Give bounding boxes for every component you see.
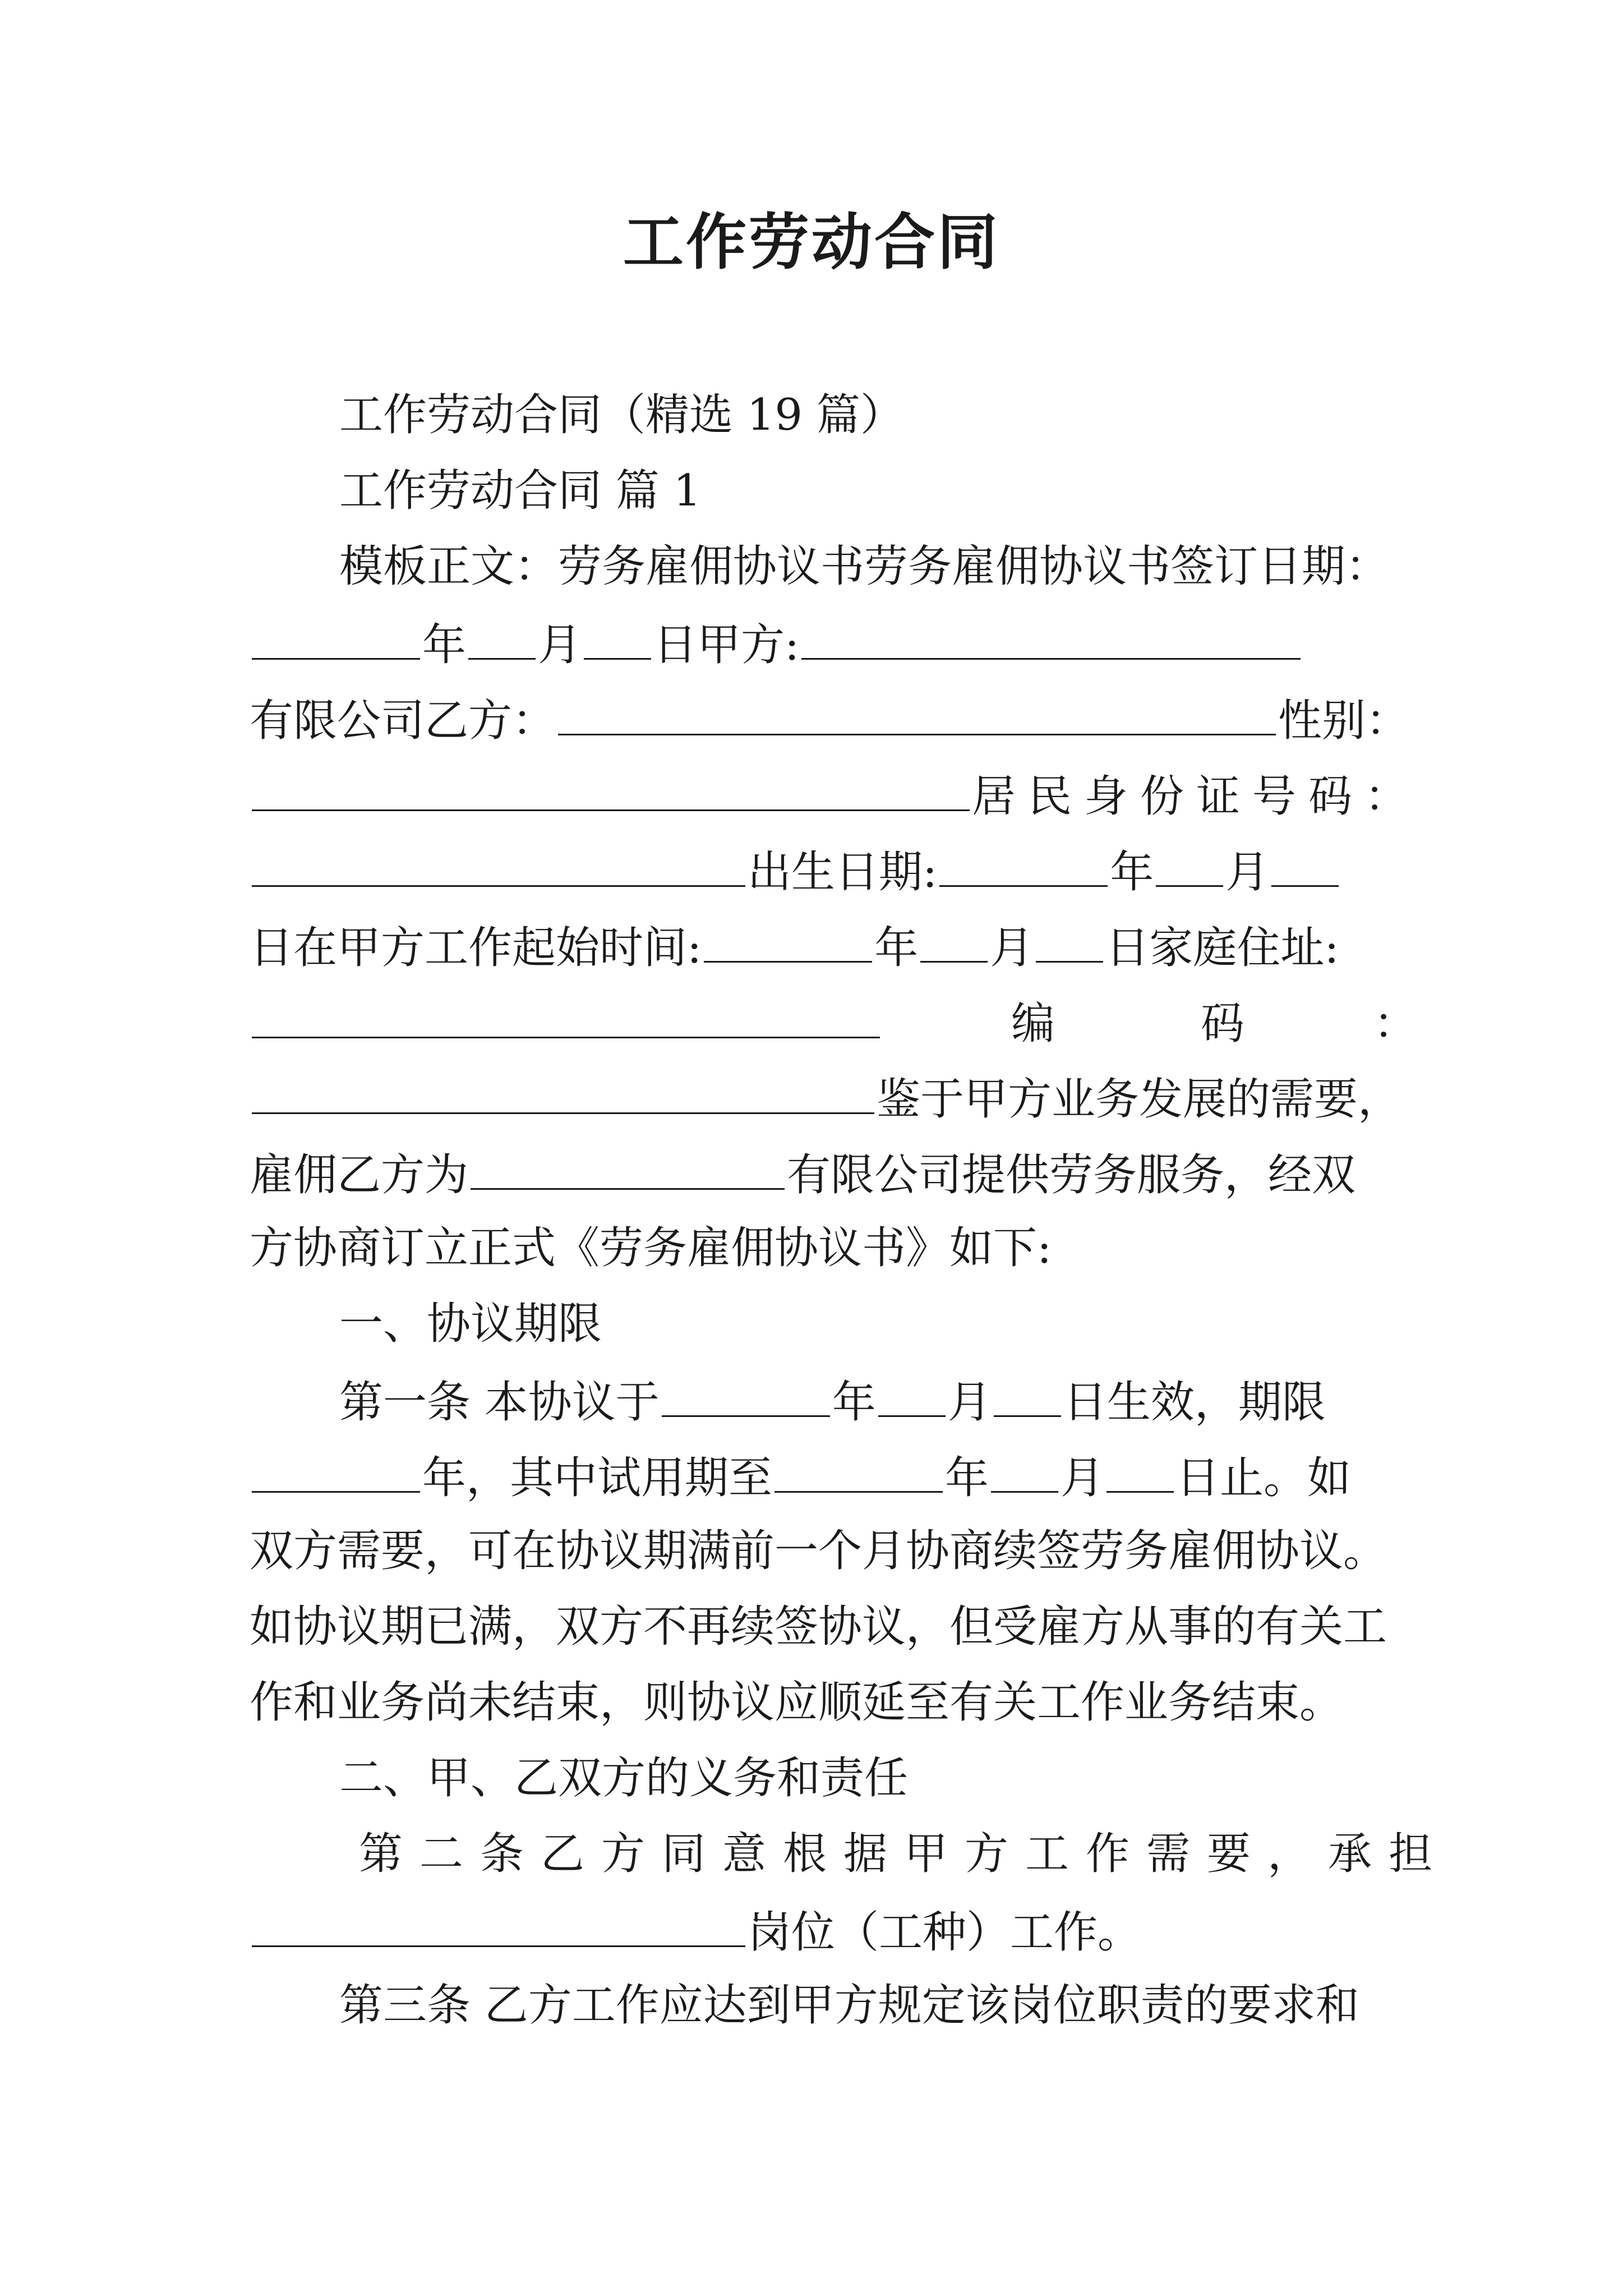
fill-blank [920, 917, 988, 963]
text-segment: 年 [832, 1377, 876, 1428]
text-segment: 居民身份证号码： [972, 771, 1421, 822]
paragraph-line: 方协商订立正式《劳务雇佣协议书》如下: [250, 1223, 1052, 1273]
fill-blank [1271, 841, 1339, 887]
section-heading: 一、协议期限 [339, 1299, 602, 1349]
text-segment: 有限公司提供劳务服务，经双 [787, 1150, 1356, 1200]
fill-blank [704, 917, 872, 963]
paragraph-line [250, 1447, 1399, 1503]
text-segment: 雇佣乙方为 [250, 1150, 469, 1200]
text-segment: 年 [422, 620, 467, 670]
text-segment: 年 [945, 1453, 989, 1503]
text-segment: 年，其中试用期至 [422, 1453, 773, 1503]
text-segment: 年 [874, 923, 919, 973]
text-segment: 月 [990, 923, 1034, 973]
fill-blank [252, 1902, 745, 1947]
text-segment: 鉴于甲方业务发展的需要， [877, 1074, 1402, 1125]
fill-blank [252, 993, 880, 1038]
text-segment: 第二条 [359, 1829, 541, 1879]
fill-blank [584, 614, 651, 660]
paragraph-line [250, 1069, 1402, 1125]
text-segment: 日家庭住址: [1105, 923, 1339, 973]
paragraph-line [359, 1826, 1450, 1882]
fill-blank [252, 1447, 420, 1493]
paragraph-line [250, 993, 1418, 1049]
fill-blank [252, 766, 970, 811]
text-segment: 有限公司乙方： [250, 696, 556, 746]
text-segment: 月 [1061, 1453, 1105, 1503]
fill-blank [1156, 841, 1223, 887]
paragraph-line [250, 841, 1399, 898]
paragraph-line: 第三条 乙方工作应达到甲方规定该岗位职责的要求和 [339, 1980, 1359, 2031]
text-segment: ： [1373, 999, 1418, 1049]
fill-blank [1036, 917, 1103, 963]
fill-blank [471, 1144, 785, 1190]
text-segment: 乙方同意根据甲方工作需要，承担 [541, 1829, 1450, 1879]
paragraph-line: 双方需要，可在协议期满前一个月协商续签劳务雇佣协议。 [250, 1526, 1387, 1576]
fill-blank [991, 1447, 1058, 1493]
paragraph-line [250, 1144, 1399, 1200]
paragraph-line [250, 917, 1399, 973]
fill-blank [994, 1372, 1061, 1417]
paragraph-line [250, 1902, 1399, 1958]
text-segment: 出生日期: [748, 847, 938, 898]
document-subtitle: 工作劳动合同（精选 19 篇） [339, 390, 904, 440]
part-heading: 工作劳动合同 篇 1 [339, 466, 702, 516]
paragraph-line: 模板正文：劳务雇佣协议书劳务雇佣协议书签订日期： [339, 541, 1390, 592]
text-segment: 月 [1225, 847, 1270, 898]
paragraph-line [250, 766, 1421, 822]
text-segment: 月 [947, 1377, 992, 1428]
fill-blank [468, 614, 536, 660]
text-segment: 岗位（工种）工作。 [748, 1907, 1142, 1958]
fill-blank [662, 1372, 830, 1417]
paragraph-line [339, 1372, 1399, 1428]
paragraph-line [250, 614, 1399, 670]
section-heading: 二、甲、乙双方的义务和责任 [339, 1753, 909, 1803]
fill-blank [252, 614, 420, 660]
fill-blank [774, 1447, 943, 1493]
fill-blank [558, 690, 1276, 735]
fill-blank [878, 1372, 946, 1417]
text-segment: 年 [1110, 847, 1154, 898]
fill-blank [252, 841, 745, 887]
paragraph-line: 作和业务尚未结束，则协议应顺延至有关工作业务结束。 [250, 1677, 1344, 1728]
fill-blank [252, 1069, 874, 1114]
text-segment: 日生效，期限 [1063, 1377, 1326, 1428]
fill-blank [939, 841, 1108, 887]
text-segment: 性别： [1278, 696, 1410, 746]
fill-blank [801, 614, 1301, 660]
text-segment: 日甲方: [653, 620, 800, 670]
text-segment: 月 [538, 620, 582, 670]
text-segment: 第一条 本协议于 [339, 1377, 660, 1428]
text-segment: 码 [1201, 999, 1245, 1049]
text-segment: 日止。如 [1176, 1453, 1352, 1503]
paragraph-line: 如协议期已满，双方不再续签协议，但受雇方从事的有关工 [250, 1602, 1387, 1652]
paragraph-line [250, 690, 1410, 746]
text-segment: 编 [1011, 999, 1055, 1049]
fill-blank [1106, 1447, 1174, 1493]
document-title: 工作劳动合同 [623, 207, 1000, 278]
text-segment: 日在甲方工作起始时间: [250, 923, 702, 973]
